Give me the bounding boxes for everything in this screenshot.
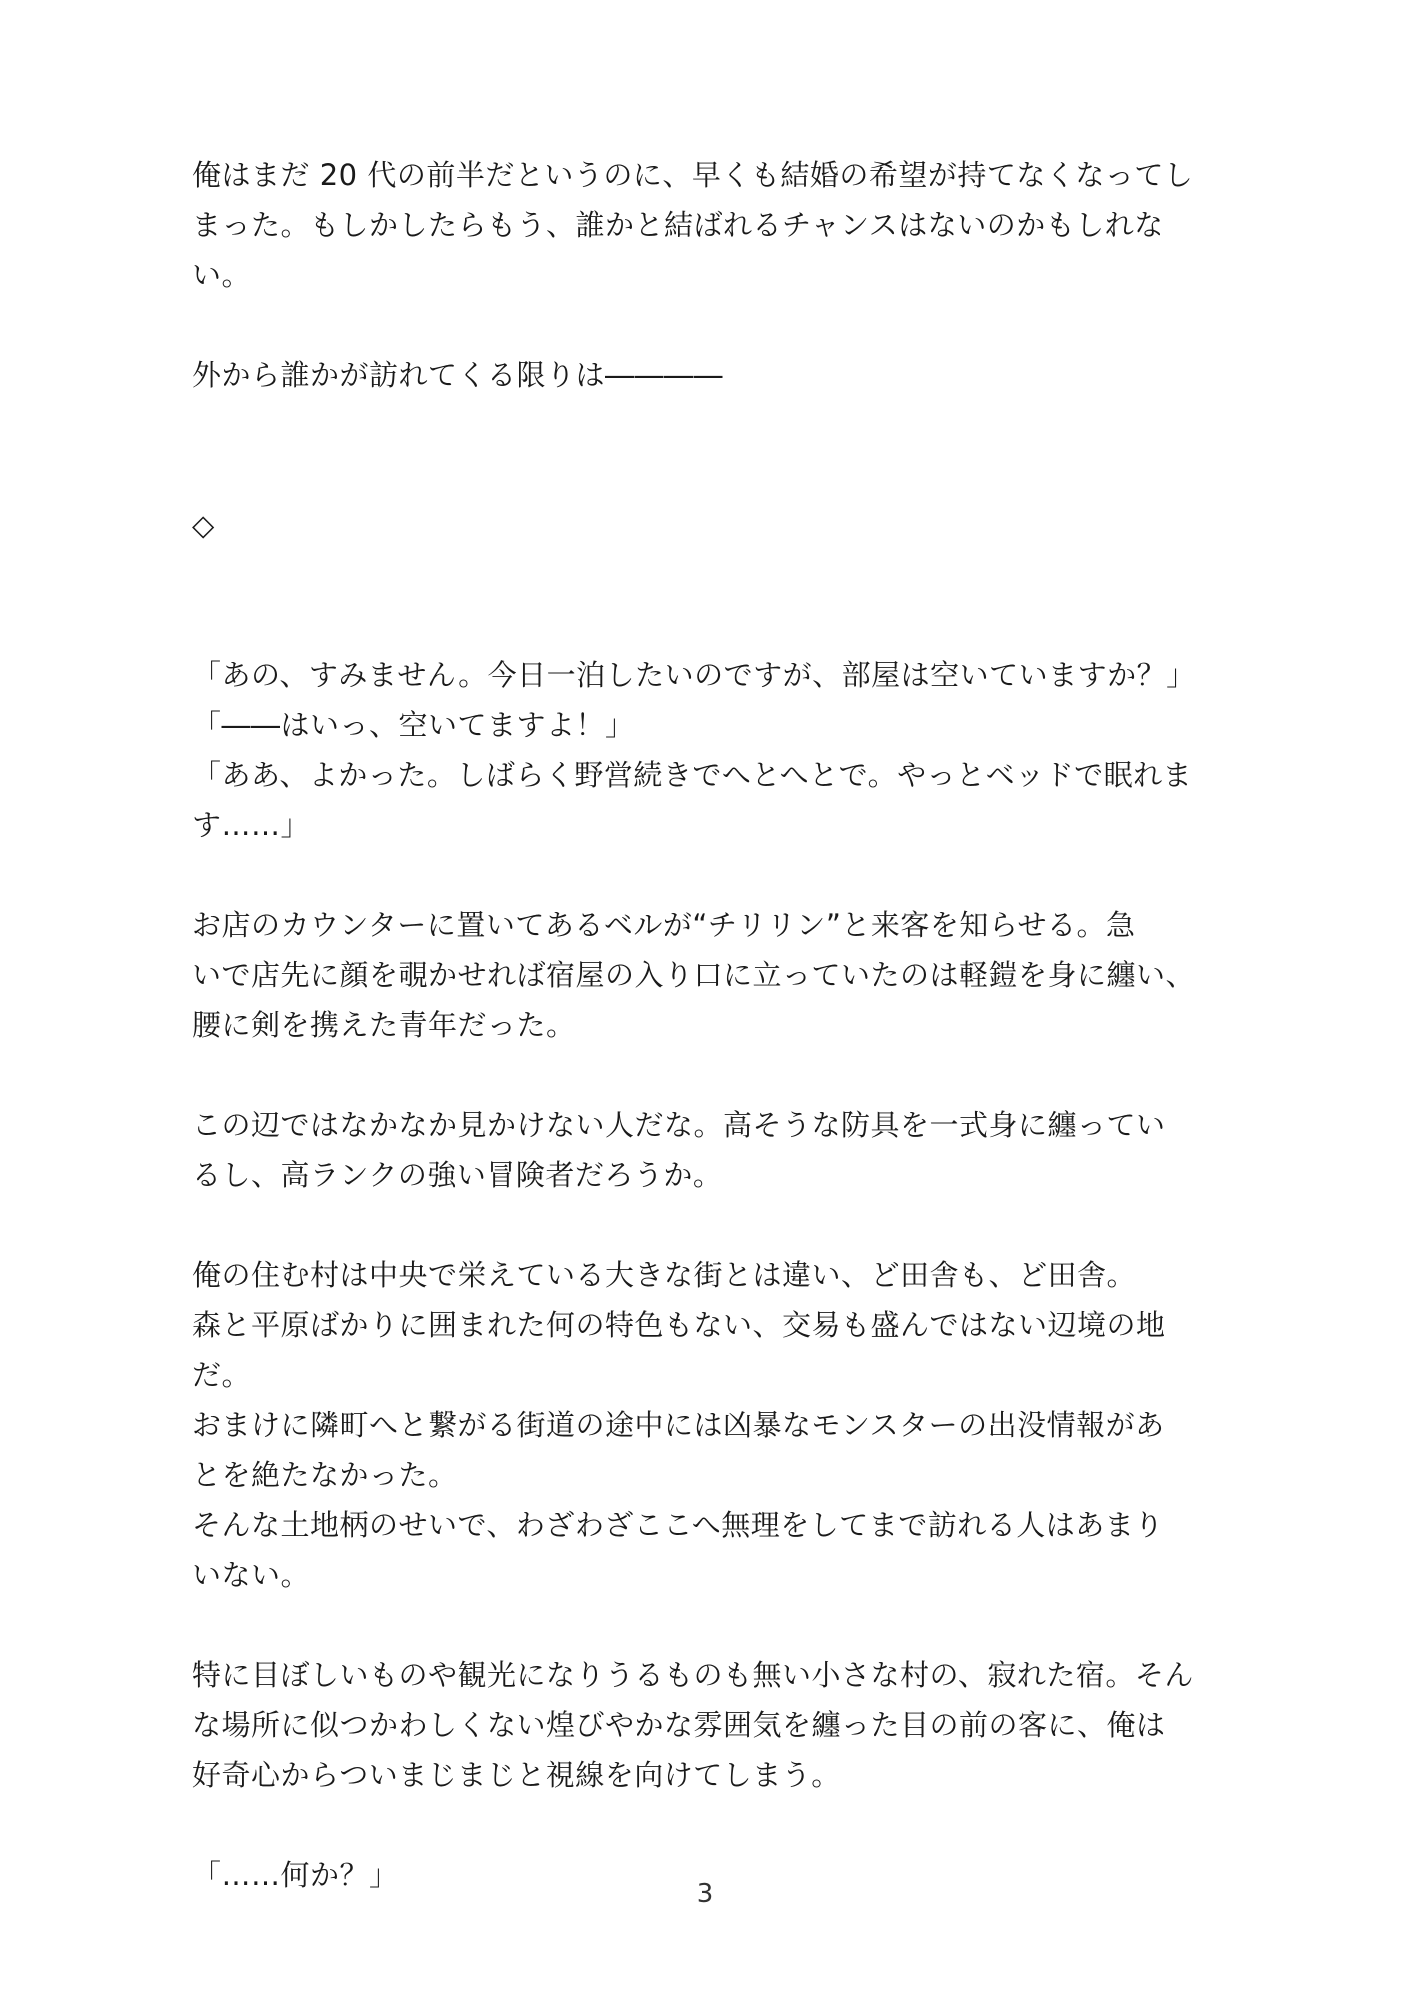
blank-line: [192, 400, 1232, 450]
text-line: いない。: [192, 1558, 311, 1592]
body-text: [192, 150, 1232, 1900]
text-line: 「……何か？」: [192, 1858, 399, 1892]
text-line: 俺はまだ 20 代の前半だというのに、早くも結婚の希望が持てなくなってし: [192, 158, 1194, 192]
text-line: ◇: [192, 508, 215, 542]
text-line: そんな土地柄のせいで、わざわざここへ無理をしてまで訪れる人はあまり: [192, 1508, 1164, 1542]
text-line: るし、高ランクの強い冒険者だろうか。: [192, 1158, 723, 1192]
blank-line: [192, 1050, 1232, 1100]
text-line: 「あの、すみません。今日一泊したいのですが、部屋は空いていますか？」: [192, 658, 1196, 692]
text-line: 森と平原ばかりに囲まれた何の特色もない、交易も盛んではない辺境の地: [192, 1308, 1166, 1342]
text-line: お店のカウンターに置いてあるベルが“チリリン”と来客を知らせる。急: [192, 908, 1136, 942]
text-line: す……」: [192, 808, 311, 842]
text-line: い。: [192, 258, 252, 292]
text-line: 腰に剣を携えた青年だった。: [192, 1008, 576, 1042]
blank-line: [192, 300, 1232, 350]
blank-line: [192, 1200, 1232, 1250]
text-line: 俺の住む村は中央で栄えている大きな街とは違い、ど田舎も、ど田舎。: [192, 1258, 1137, 1292]
text-line: いで店先に顔を覗かせれば宿屋の入り口に立っていたのは軽鎧を身に纏い、: [192, 958, 1196, 992]
blank-line: [192, 550, 1232, 600]
page-number: 3: [696, 1879, 714, 1909]
text-line: だ。: [192, 1358, 252, 1392]
blank-line: [192, 1800, 1232, 1850]
blank-line: [192, 1600, 1232, 1650]
blank-line: [192, 450, 1232, 500]
text-line: 「――はいっ、空いてますよ！」: [192, 708, 635, 742]
text-line: 「ああ、よかった。しばらく野営続きでへとへとで。やっとベッドで眠れま: [192, 758, 1193, 792]
text-line: 好奇心からついまじまじと視線を向けてしまう。: [192, 1758, 841, 1792]
text-line: とを絶たなかった。: [192, 1458, 458, 1492]
text-line: 外から誰かが訪れてくる限りは――――: [192, 358, 724, 392]
text-line: な場所に似つかわしくない煌びやかな雰囲気を纏った目の前の客に、俺は: [192, 1708, 1166, 1742]
blank-line: [192, 600, 1232, 650]
text-line: この辺ではなかなか見かけない人だな。高そうな防具を一式身に纏ってい: [192, 1108, 1166, 1142]
text-line: まった。もしかしたらもう、誰かと結ばれるチャンスはないのかもしれな: [192, 208, 1164, 242]
text-line: おまけに隣町へと繋がる街道の途中には凶暴なモンスターの出没情報があ: [192, 1408, 1165, 1442]
blank-line: [192, 850, 1232, 900]
text-line: 特に目ぼしいものや観光になりうるものも無い小さな村の、寂れた宿。そん: [192, 1658, 1194, 1692]
